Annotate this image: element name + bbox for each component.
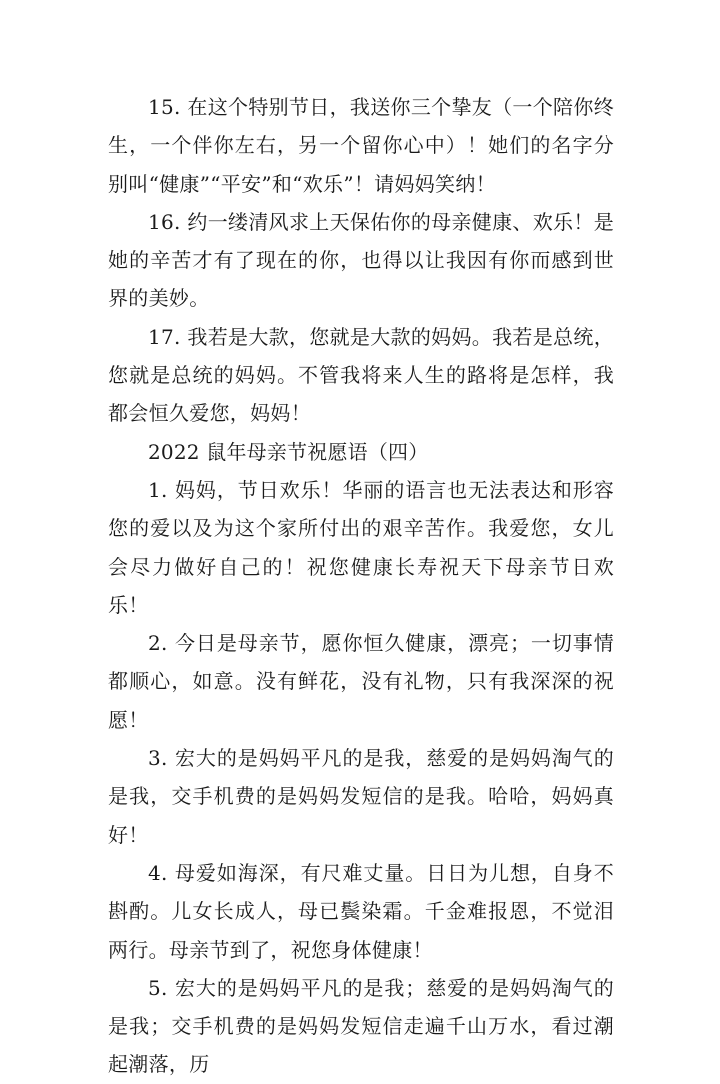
- document-page: [108, 88, 614, 1084]
- section-paragraph-5: 5. 宏大的是妈妈平凡的是我；慈爱的是妈妈淘气的是我；交手机费的是妈妈发短信走遍千山万水，看过潮起潮落，历: [108, 975, 614, 1077]
- paragraph-15: 15. 在这个特别节日，我送你三个挚友（一个陪你终生，一个伴你左右，另一个留你心中）！她们的名字分别叫“健康”“平安”和“欢乐”！请妈妈笑纳！: [108, 95, 614, 196]
- section-paragraph-2: 2. 今日是母亲节，愿你恒久健康，漂亮；一切事情都顺心，如意。没有鲜花，没有礼物，只有我深深的祝愿！: [108, 631, 614, 732]
- paragraph-16: 16. 约一缕清风求上天保佑你的母亲健康、欢乐！是她的辛苦才有了现在的你，也得以让我因有你而感到世界的美妙。: [108, 209, 614, 311]
- section-paragraph-4: 4. 母爱如海深，有尺难丈量。日日为儿想，自身不斟酌。儿女长成人，母已鬓染霜。千金难报恩，不觉泪两行。母亲节到了，祝您身体健康！: [108, 860, 614, 962]
- section-paragraph-3: 3. 宏大的是妈妈平凡的是我，慈爱的是妈妈淘气的是我，交手机费的是妈妈发短信的是我。哈哈，妈妈真好！: [108, 746, 614, 847]
- paragraph-17: 17. 我若是大款，您就是大款的妈妈。我若是总统，您就是总统的妈妈。不管我将来人生的路将是怎样，我都会恒久爱您，妈妈！: [108, 324, 614, 426]
- section-paragraph-1: 1. 妈妈，节日欢乐！华丽的语言也无法表达和形容您的爱以及为这个家所付出的艰辛苦作。我爱您，女儿会尽力做好自己的！祝您健康长寿祝天下母亲节日欢乐！: [108, 477, 614, 617]
- section-heading: 2022 鼠年母亲节祝愿语（四）: [148, 439, 429, 464]
